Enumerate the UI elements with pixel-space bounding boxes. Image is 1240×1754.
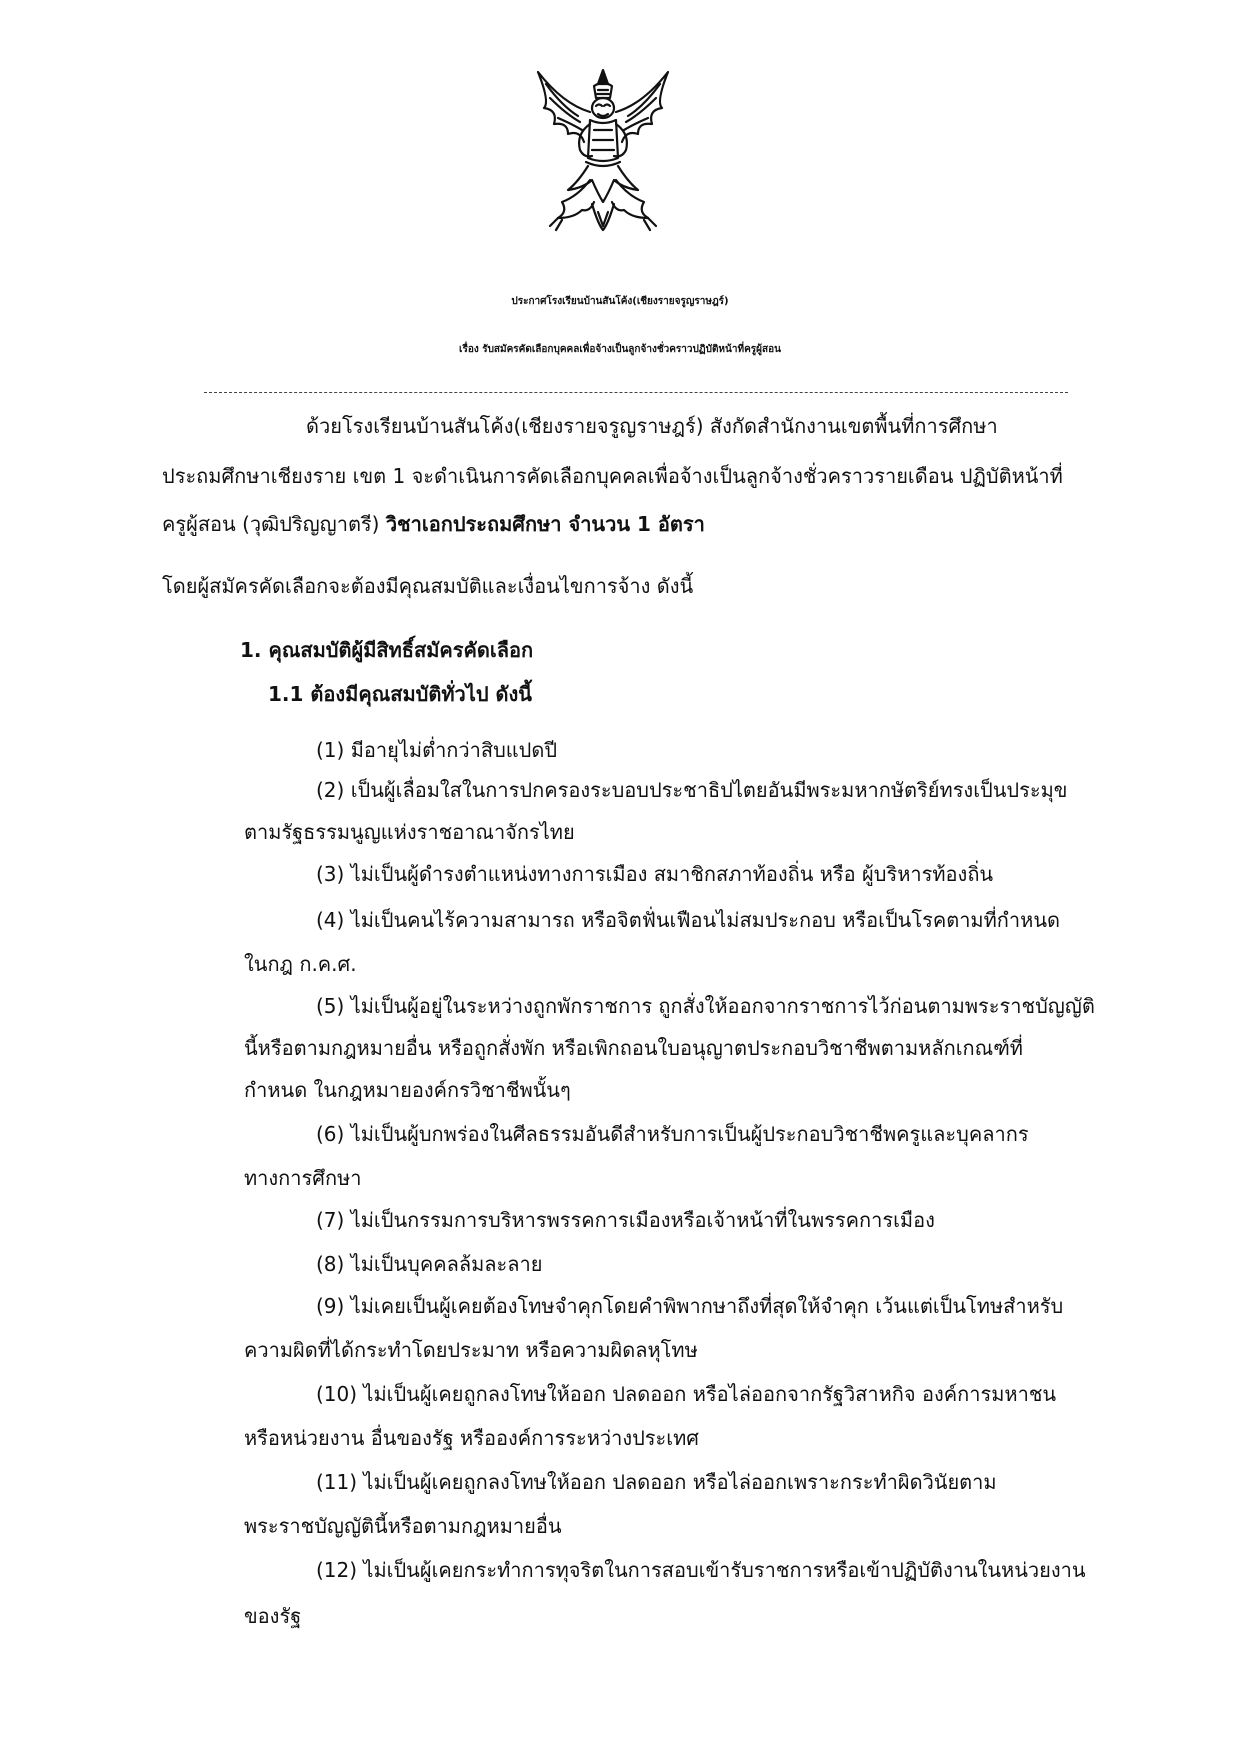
item-3: (3) ไม่เป็นผู้ดำรงตำแหน่งทางการเมือง สมาชิกสภาท้องถิ่น หรือ ผู้บริหารท้องถิ่น <box>316 862 994 886</box>
item-6: (6) ไม่เป็นผู้บกพร่องในศีลธรรมอันดีสำหรับการเป็นผู้ประกอบวิชาชีพครูและบุคลากร <box>316 1122 1029 1146</box>
intro-line-3 <box>162 510 705 538</box>
item-12: (12) ไม่เป็นผู้เคยกระทำการทุจริตในการสอบเข้ารับราชการหรือเข้าปฏิบัติงานในหน่วยงาน <box>316 1558 1086 1582</box>
announcement-subject: เรื่อง รับสมัครคัดเลือกบุคคลเพื่อจ้างเป็นลูกจ้างชั่วคราวปฏิบัติหน้าที่ครูผู้สอน <box>459 344 781 355</box>
item-5: (5) ไม่เป็นผู้อยู่ในระหว่างถูกพักราชการ ถูกสั่งให้ออกจากราชการไว้ก่อนตามพระราชบัญญัติ <box>316 994 1095 1018</box>
item-4: (4) ไม่เป็นคนไร้ความสามารถ หรือจิตฟั่นเฟือนไม่สมประกอบ หรือเป็นโรคตามที่กำหนด <box>316 908 1060 932</box>
item-9: (9) ไม่เคยเป็นผู้เคยต้องโทษจำคุกโดยคำพิพากษาถึงที่สุดให้จำคุก เว้นแต่เป็นโทษสำหรับ <box>316 1294 1064 1318</box>
garuda-emblem-icon <box>528 62 678 237</box>
intro-line-1: ด้วยโรงเรียนบ้านสันโค้ง(เชียงรายจรูญราษฎร์) สังกัดสำนักงานเขตพื้นที่การศึกษา <box>306 414 998 438</box>
intro-line-3-text: ครูผู้สอน (วุฒิปริญญาตรี) <box>162 512 386 536</box>
intro-line-2: ประถมศึกษาเชียงราย เขต 1 จะดำเนินการคัดเลือกบุคคลเพื่อจ้างเป็นลูกจ้างชั่วคราวรายเดือน ปฏิบัติหน้าที่ <box>162 464 1063 488</box>
item-1: (1) มีอายุไม่ต่ำกว่าสิบแปดปี <box>316 738 558 762</box>
item-6-cont: ทางการศึกษา <box>244 1166 362 1190</box>
item-9-cont: ความผิดที่ได้กระทำโดยประมาท หรือความผิดลหุโทษ <box>244 1338 698 1362</box>
item-10-cont: หรือหน่วยงาน อื่นของรัฐ หรือองค์การระหว่างประเทศ <box>244 1426 699 1450</box>
item-5-cont-1: นี้หรือตามกฎหมายอื่น หรือถูกสั่งพัก หรือเพิกถอนใบอนุญาตประกอบวิชาชีพตามหลักเกณฑ์ที่ <box>244 1036 1023 1060</box>
section-subheading: 1.1 ต้องมีคุณสมบัติทั่วไป ดังนี้ <box>268 682 532 706</box>
item-7: (7) ไม่เป็นกรรมการบริหารพรรคการเมืองหรือเจ้าหน้าที่ในพรรคการเมือง <box>316 1208 935 1232</box>
item-5-cont-2: กำหนด ในกฎหมายองค์กรวิชาชีพนั้นๆ <box>244 1078 571 1102</box>
announcement-title: ประกาศโรงเรียนบ้านสันโค้ง(เชียงรายจรูญราษฎร์) <box>511 296 729 307</box>
item-2: (2) เป็นผู้เลื่อมใสในการปกครองระบอบประชาธิปไตยอันมีพระมหากษัตริย์ทรงเป็นประมุข <box>316 778 1068 802</box>
item-8: (8) ไม่เป็นบุคคลล้มละลาย <box>316 1252 543 1276</box>
item-10: (10) ไม่เป็นผู้เคยถูกลงโทษให้ออก ปลดออก หรือไล่ออกจากรัฐวิสาหกิจ องค์การมหาชน <box>316 1382 1057 1406</box>
intro-line-3-bold: วิชาเอกประถมศึกษา จำนวน 1 อัตรา <box>385 512 705 536</box>
dashed-divider <box>204 392 1068 393</box>
section-heading: 1. คุณสมบัติผู้มีสิทธิ์สมัครคัดเลือก <box>240 638 534 662</box>
item-12-cont: ของรัฐ <box>244 1604 302 1628</box>
item-4-cont: ในกฎ ก.ค.ศ. <box>244 952 357 976</box>
item-11-cont: พระราชบัญญัตินี้หรือตามกฎหมายอื่น <box>244 1514 562 1538</box>
item-2-cont: ตามรัฐธรรมนูญแห่งราชอาณาจักรไทย <box>244 820 575 844</box>
item-11: (11) ไม่เป็นผู้เคยถูกลงโทษให้ออก ปลดออก หรือไล่ออกเพราะกระทำผิดวินัยตาม <box>316 1470 997 1494</box>
intro-line-4: โดยผู้สมัครคัดเลือกจะต้องมีคุณสมบัติและเงื่อนไขการจ้าง ดังนี้ <box>162 574 694 598</box>
